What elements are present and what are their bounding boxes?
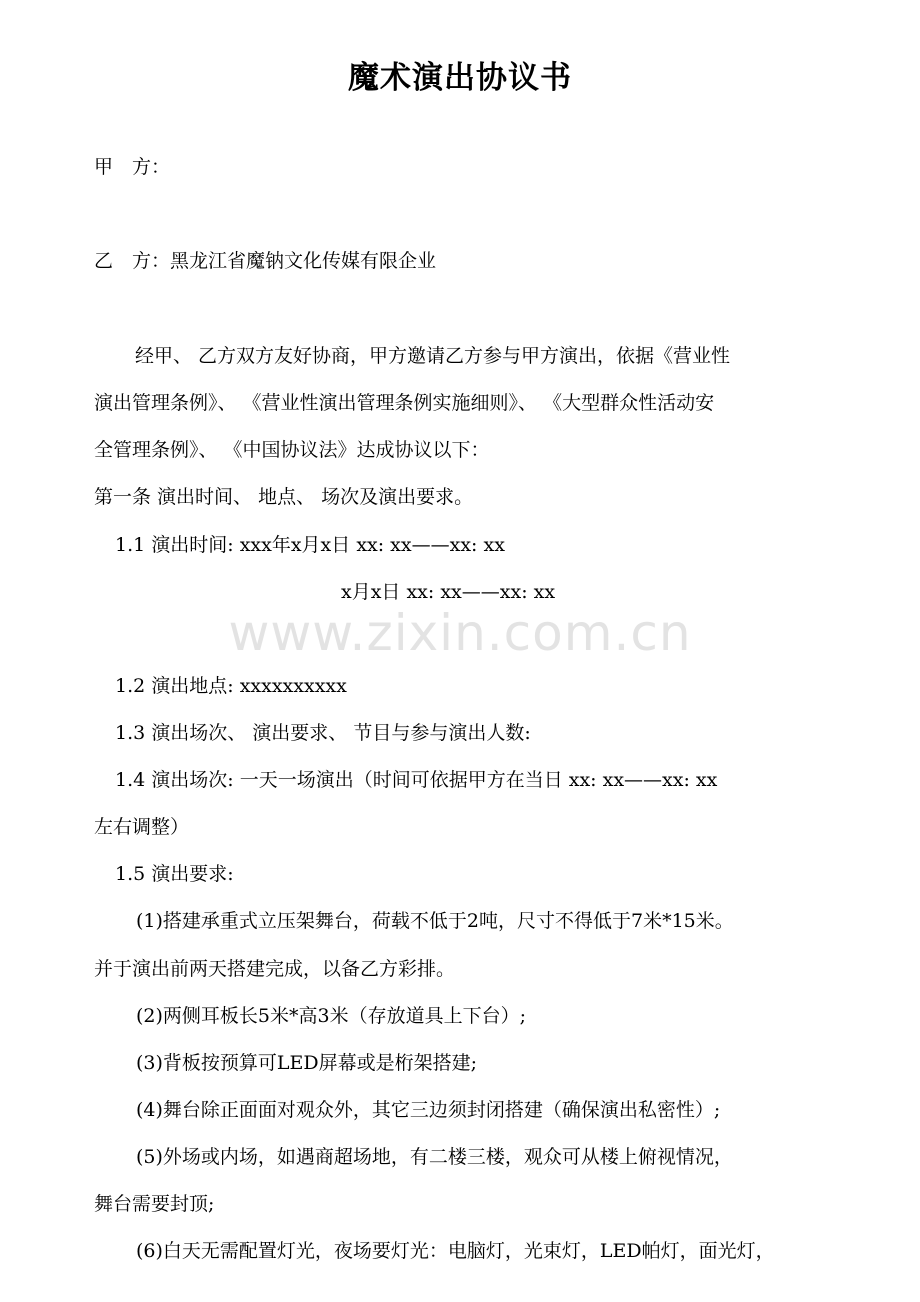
requirement-item: (6)白天无需配置灯光，夜场要灯光：电脑灯，光束灯，LED帕灯，面光灯， — [136, 1240, 775, 1262]
document-title: 魔术演出协议书 — [348, 60, 572, 96]
party-a-line: 甲 方： — [94, 156, 171, 178]
clause-item-continuation: 左右调整） — [94, 816, 190, 838]
clause-item: 1.2 演出地点: xxxxxxxxxx — [115, 675, 347, 697]
clause-item: 1.3 演出场次、 演出要求、 节目与参与演出人数: — [115, 722, 531, 744]
intro-paragraph-line: 演出管理条例》、 《营业性演出管理条例实施细则》、 《大型群众性活动安 — [94, 392, 715, 414]
clause-item: 1.4 演出场次: 一天一场演出（时间可依据甲方在当日 xx: xx——xx: xx — [115, 769, 718, 791]
requirement-item: (5)外场或内场，如遇商超场地，有二楼三楼，观众可从楼上俯视情况， — [136, 1146, 733, 1168]
requirement-item: (1)搭建承重式立压架舞台，荷载不低于2吨，尺寸不得低于7米*15米。 — [136, 910, 734, 932]
requirement-item: (2)两侧耳板长5米*高3米（存放道具上下台）; — [136, 1005, 526, 1027]
intro-paragraph-line: 经甲、 乙方双方友好协商，甲方邀请乙方参与甲方演出，依据《营业性 — [135, 345, 731, 367]
requirement-item-continuation: 舞台需要封顶; — [94, 1193, 215, 1215]
article-heading: 第一条 演出时间、 地点、 场次及演出要求。 — [94, 486, 474, 508]
clause-item: 1.1 演出时间: xxx年x月x日 xx: xx——xx: xx — [115, 534, 505, 556]
clause-item-continuation: x月x日 xx: xx——xx: xx — [341, 581, 556, 603]
clause-item: 1.5 演出要求: — [115, 863, 234, 885]
intro-paragraph-line: 全管理条例》、 《中国协议法》达成协议以下： — [94, 439, 490, 461]
requirement-item: (4)舞台除正面面对观众外，其它三边须封闭搭建（确保演出私密性）; — [136, 1099, 721, 1121]
party-b-line: 乙 方：黑龙江省魔钠文化传媒有限企业 — [94, 250, 437, 272]
requirement-item-continuation: 并于演出前两天搭建完成，以备乙方彩排。 — [94, 958, 456, 980]
requirement-item: (3)背板按预算可LED屏幕或是桁架搭建; — [136, 1052, 478, 1074]
watermark: www.zixin.com.cn — [228, 604, 692, 662]
